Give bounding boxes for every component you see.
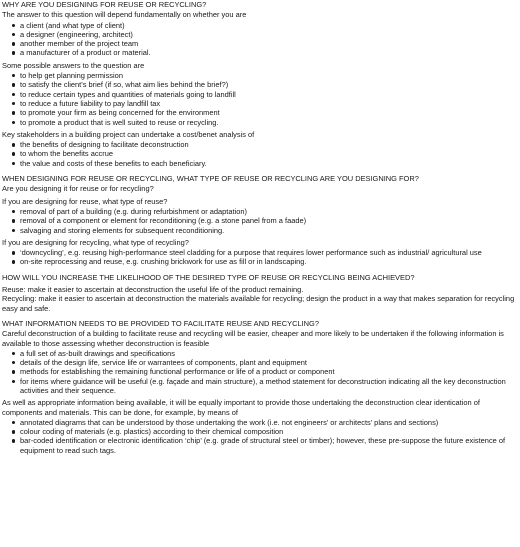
paragraph: If you are designing for recycling, what type of recycling? [2, 237, 189, 247]
section-heading: WHAT INFORMATION NEEDS TO BE PROVIDED TO FACILITATE REUSE AND RECYCLING? [2, 318, 319, 328]
list-item: colour coding of materials (e.g. plastics) according to their chemical composition [10, 427, 516, 436]
list-item: to promote a product that is well suited to reuse or recycling. [10, 118, 516, 127]
paragraph: Some possible answers to the question are [2, 60, 145, 70]
section-heading: HOW WILL YOU INCREASE THE LIKELIHOOD OF THE DESIRED TYPE OF REUSE OR RECYCLING BEING ACHIEVED? [2, 272, 415, 282]
list-item: to whom the benefits accrue [10, 149, 516, 158]
list-item: a manufacturer of a product or material. [10, 48, 516, 57]
list-item: to promote your firm as being concerned for the environment [10, 108, 516, 117]
list-item: a full set of as-built drawings and specifications [10, 349, 516, 358]
list-item: the benefits of designing to facilitate deconstruction [10, 140, 516, 149]
bullet-list [2, 71, 516, 127]
list-item: the value and costs of these benefits to each beneficiary. [10, 159, 516, 168]
paragraph: Careful deconstruction of a building to facilitate reuse and recycling will be easier, cheaper and more likely to be undertaken if the following information is available to those assessing whether deconstruction is feasible [2, 329, 504, 348]
list-item: removal of part of a building (e.g. during refurbishment or adaptation) [10, 207, 516, 216]
list-item: to reduce a future liability to pay landfill tax [10, 99, 516, 108]
paragraph: Recycling: make it easier to ascertain at deconstruction the materials available for recycling; design the product in a way that makes separation for recycling easy and safe. [2, 294, 515, 313]
bullet-list [2, 140, 516, 168]
list-item: on-site reprocessing and reuse, e.g. crushing brickwork for use as fill or in landscaping. [10, 257, 516, 266]
section-type-of-reuse [2, 174, 516, 267]
paragraph: The answer to this question will depend fundamentally on whether you are [2, 10, 247, 20]
bullet-list [2, 207, 516, 235]
list-item: removal of a component or element for reconditioning (e.g. a stone panel from a faade) [10, 216, 516, 225]
paragraph: If you are designing for reuse, what type of reuse? [2, 196, 168, 206]
paragraph: Key stakeholders in a building project can undertake a cost/benet analysis of [2, 129, 255, 139]
section-information-needed [2, 319, 516, 455]
bullet-list [2, 418, 516, 455]
list-item: a client (and what type of client) [10, 21, 516, 30]
list-item: ‘downcycling’, e.g. reusing high-performance steel cladding for a purpose that requires lower performance such as industrial/ agricultural use [10, 248, 516, 257]
section-likelihood [2, 273, 516, 313]
list-item: to reduce certain types and quantities of materials going to landfill [10, 90, 516, 99]
section-heading: WHEN DESIGNING FOR REUSE OR RECYCLING, WHAT TYPE OF REUSE OR RECYCLING ARE YOU DESIGNING FOR? [2, 174, 419, 184]
list-item: another member of the project team [10, 39, 516, 48]
list-item: methods for establishing the remaining functional performance or life of a product or component [10, 367, 516, 376]
list-item: to satisfy the client’s brief (if so, what aim lies behind the brief?) [10, 80, 516, 89]
paragraph: Reuse: make it easier to ascertain at deconstruction the useful life of the product remaining. [2, 285, 304, 295]
paragraph: Are you designing it for reuse or for recycling? [2, 184, 154, 194]
bullet-list [2, 21, 516, 58]
list-item: a designer (engineering, architect) [10, 30, 516, 39]
bullet-list [2, 248, 516, 267]
list-item: for items where guidance will be useful (e.g. façade and main structure), a method statement for deconstruction indicating all the key deconstruction activities and their sequence. [10, 377, 516, 396]
list-item: salvaging and storing elements for subsequent reconditioning. [10, 226, 516, 235]
list-item: to help get planning permission [10, 71, 516, 80]
section-heading: WHY ARE YOU DESIGNING FOR REUSE OR RECYCLING? [2, 0, 207, 9]
section-why-designing [2, 0, 516, 168]
list-item: bar-coded identification or electronic identification ‘chip’ (e.g. grade of structural steel or timber); however, these pre-suppose the future existence of equipment to read such tags. [10, 436, 516, 455]
paragraph: As well as appropriate information being available, it will be equally important to provide those undertaking the deconstruction clear identication of components and materials. This can be done, for example, by means of [2, 398, 480, 417]
list-item: details of the design life, service life or warrantees of components, plant and equipment [10, 358, 516, 367]
bullet-list [2, 349, 516, 395]
list-item: annotated diagrams that can be understood by those undertaking the work (i.e. not engineers’ or architects’ plans and sections) [10, 418, 516, 427]
